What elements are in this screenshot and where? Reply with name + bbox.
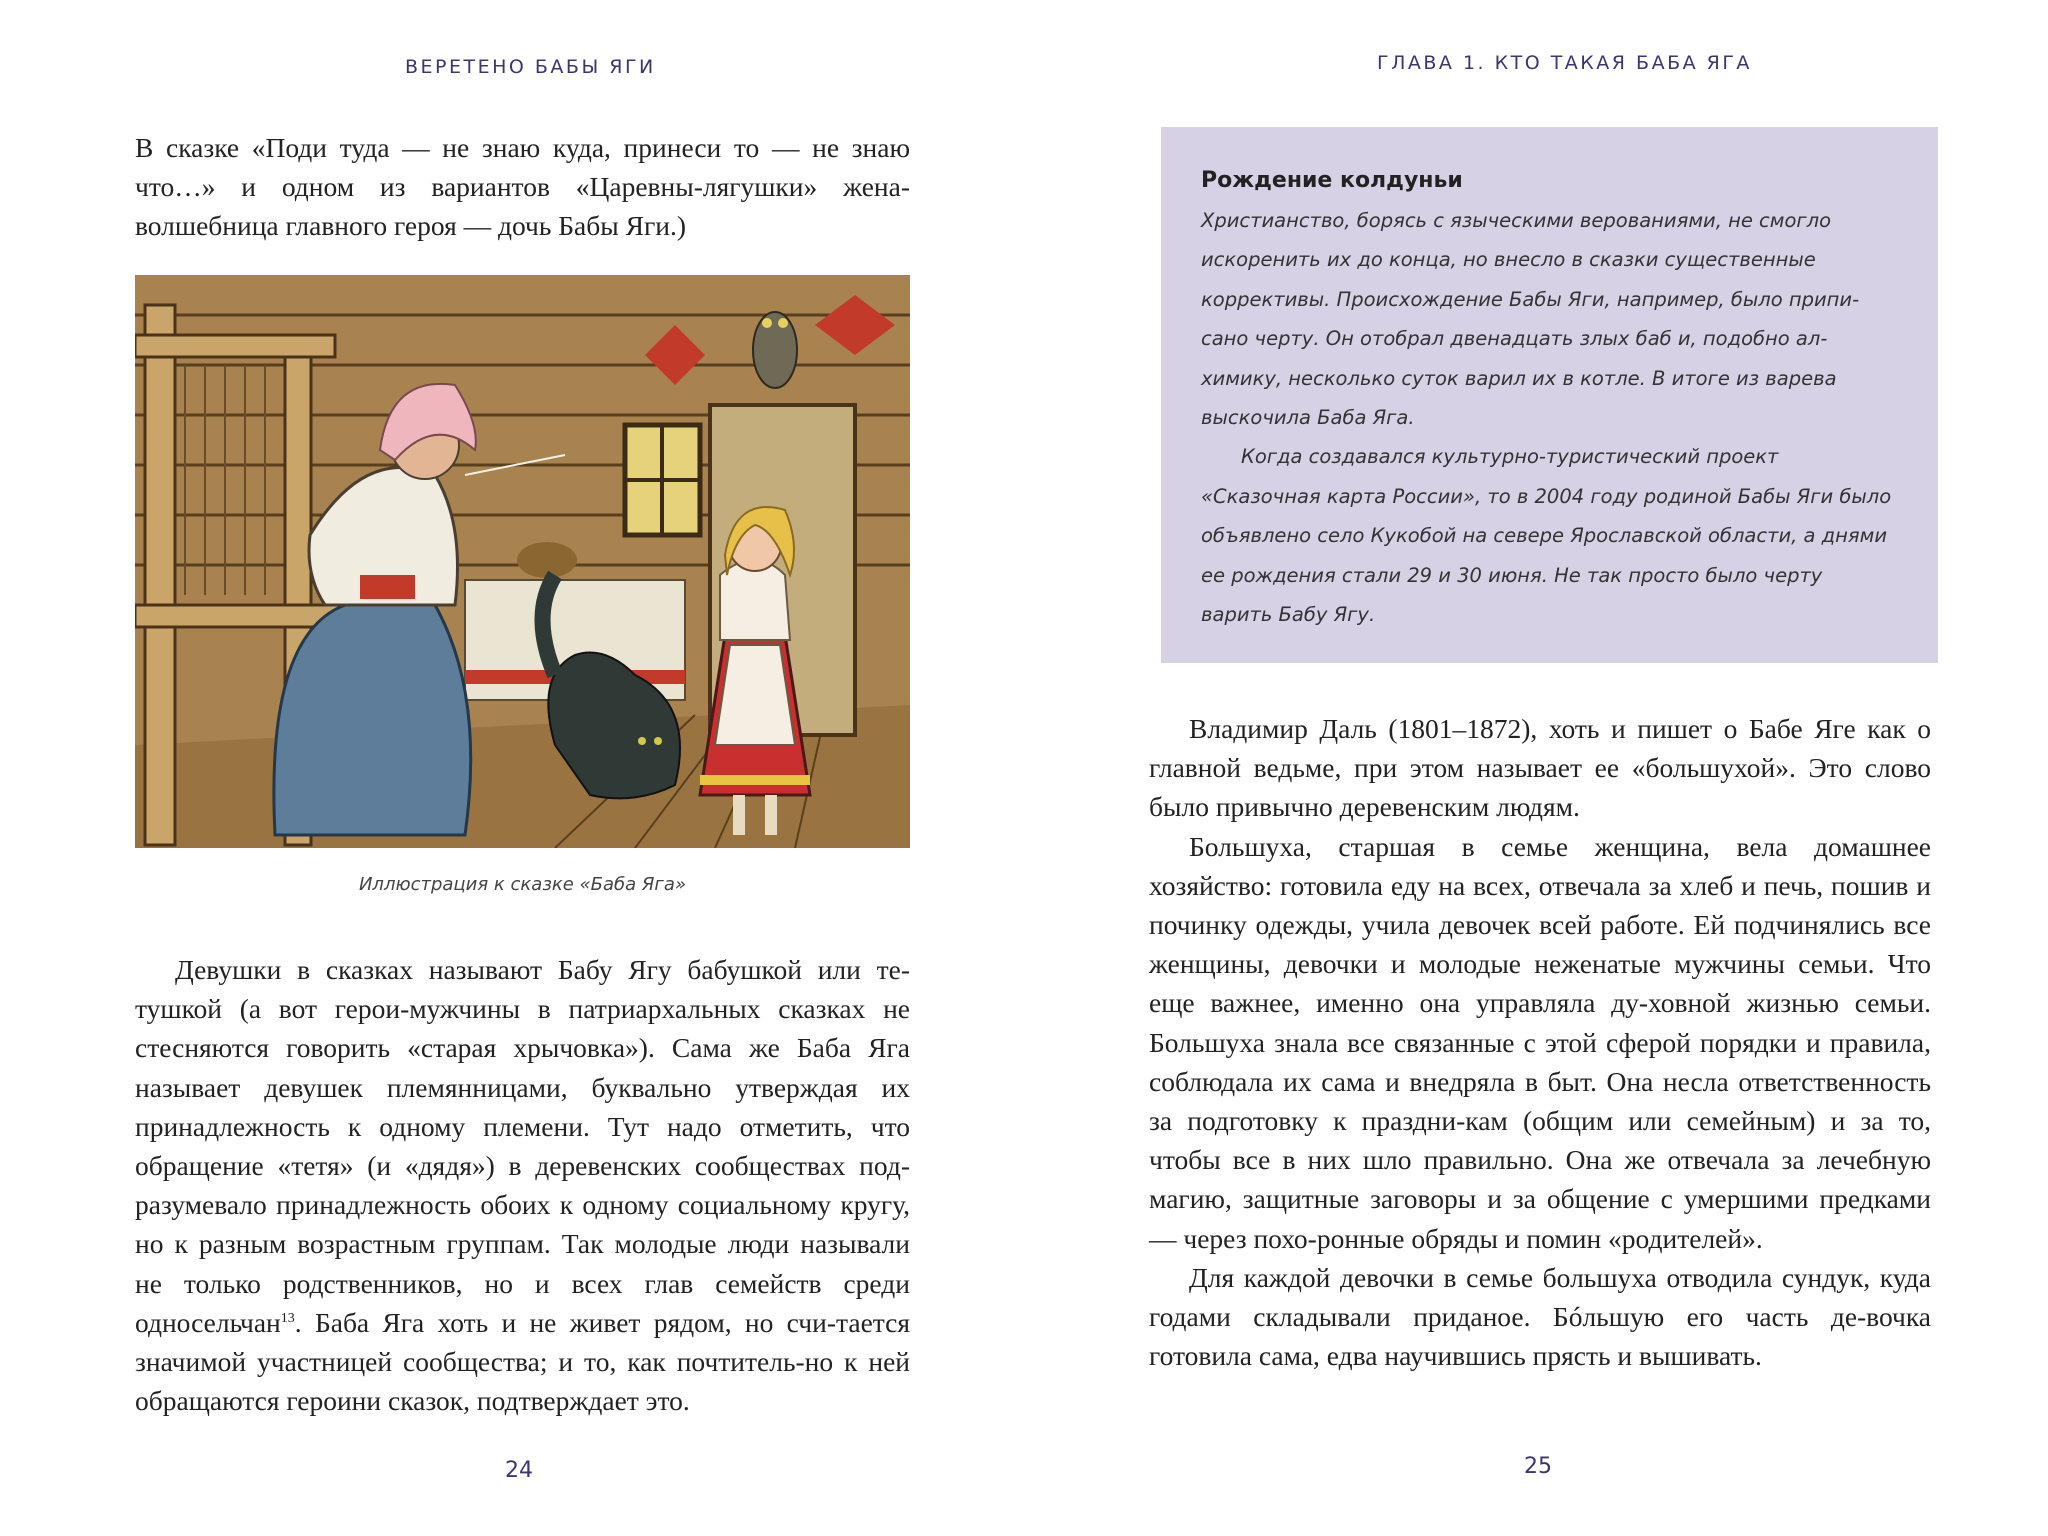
right-page	[1024, 0, 2048, 1536]
sidebar-box	[1161, 127, 1938, 663]
footnote-ref[interactable]: 13	[280, 1310, 295, 1326]
page-number-right: 25	[1524, 1454, 1552, 1479]
running-head-left: ВЕРЕТЕНО БАБЫ ЯГИ	[405, 56, 656, 78]
sidebar-text	[1201, 201, 1898, 634]
baba-yaga-illustration	[135, 275, 910, 848]
page-number-left: 24	[505, 1458, 533, 1483]
sidebar-paragraph-1: Христианство, борясь с языческими верованиями, не смогло искоренить их до конца, но внесло в сказки существенные коррективы. Происхождение Бабы Яги, например, было припи-сано черту. Он отобрал двенадцать злых баб и, подобно ал-химику, несколько суток варил их в котле. В итоге из варева выскочила Баба Яга.	[1201, 209, 1860, 430]
right-body-text	[1149, 709, 1931, 1375]
paragraph-text-part: . Баба Яга хоть и не живет рядом, но счи-тается значимой участницей сообщества; и то, как почтитель-но к ней обращаются героини сказок, подтверждает это.	[135, 1306, 910, 1417]
right-paragraph-2: Большуха, старшая в семье женщина, вела домашнее хозяйство: готовила еду на всех, отвечала за хлеб и печь, пошив и починку одежды, учила девочек всей работе. Ей подчинялись все женщины, девочки и молодые неженатые мужчины семьи. Что еще важнее, именно она управляла ду-ховной жизнью семьи. Большуха знала все связанные с этой сферой порядки и правила, соблюдала их сама и внедряла в быт. Она несла ответственность за подготовку к праздни-кам (общим или семейным) и за то, чтобы все в них шло правильно. Она же отвечала за лечебную магию, защитные заговоры и за общение с умершими предками — через похо-ронные обряды и помин «родителей».	[1149, 830, 1931, 1254]
running-head-right: ГЛАВА 1. КТО ТАКАЯ БАБА ЯГА	[1377, 52, 1752, 74]
sidebar-title: Рождение колдуньи	[1201, 168, 1463, 193]
illustration-caption: Иллюстрация к сказке «Баба Яга»	[358, 874, 687, 895]
right-paragraph-1: Владимир Даль (1801–1872), хоть и пишет о Бабе Яге как о главной ведьме, при этом называет ее «большухой». Это слово было привычно деревенским людям.	[1149, 713, 1931, 823]
paragraph-text-part: Девушки в сказках называют Бабу Ягу бабушкой или те-тушкой (а вот герои-мужчины в патриархальных сказках не стесняются говорить «старая хрычовка»). Сама же Баба Яга называет девушек племянницами, буквально утверждая их принадлежность к одному племени. Тут надо отметить, что обращение «тетя» (и «дядя») в деревенских сообществах под-разумевало принадлежность обоих к одному социальному кругу, но к разным возрастным группам. Так молодые люди называли не только родственников, но и всех глав семейств среди односельчан	[135, 954, 910, 1338]
left-paragraph-1	[135, 128, 910, 246]
paragraph-text: В сказке «Поди туда — не знаю куда, принеси то — не знаю что…» и одном из вариантов «Царевны-лягушки» жена-волшебница главного героя — дочь Бабы Яги.)	[135, 132, 910, 242]
paragraph-text	[135, 950, 910, 1420]
sidebar-paragraph-2: Когда создавался культурно-туристический проект «Сказочная карта России», то в 2004 году родиной Бабы Яги было объявлено село Кукобой на севере Ярославской области, а днями ее рождения стали 29 и 30 июня. Не так просто было черту варить Бабу Ягу.	[1201, 445, 1892, 627]
left-paragraph-2	[135, 950, 910, 1420]
right-paragraph-3: Для каждой девочки в семье большуха отводила сундук, куда годами складывали приданое. Бóльшую его часть де-вочка готовила сама, едва научившись прясть и вышивать.	[1149, 1261, 1931, 1372]
